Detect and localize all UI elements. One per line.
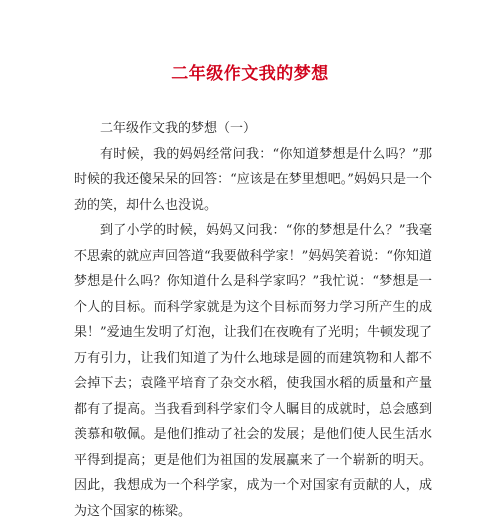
document-body	[74, 116, 432, 524]
document-title: 二年级作文我的梦想	[171, 64, 329, 84]
document-subtitle: 二年级作文我的梦想（一）	[100, 121, 257, 136]
paragraph-1: 有时候，我的妈妈经常问我：“你知道梦想是什么吗？”那时候的我还傻呆呆的回答：“应该是在梦里想吧。”妈妈只是一个劲的笑，却什么也没说。	[74, 146, 432, 213]
paragraph-2: 到了小学的时候，妈妈又问我：“你的梦想是什么？”我毫不思索的就应声回答道“我要做科学家！”妈妈笑着说：“你知道梦想是什么吗？你知道什么是科学家吗？”我忙说：“梦想是一个人的目标。而科学家就是为这个目标而努力学习所产生的成果！”爱迪生发明了灯泡，让我们在夜晚有了光明；牛顿发现了万有引力，让我们知道了为什么地球是圆的而建筑物和人都不会掉下去；袁隆平培育了杂交水稻，使我国水稻的质量和产量都有了提高。当我看到科学家们令人瞩目的成就时，总会感到羡慕和敬佩。是他们推动了社会的发展；是他们使人民生活水平得到提高；更是他们为祖国的发展赢来了一个崭新的明天。因此，我想成为一个科学家，成为一个对国家有贡献的人，成为这个国家的栋梁。	[74, 223, 432, 519]
